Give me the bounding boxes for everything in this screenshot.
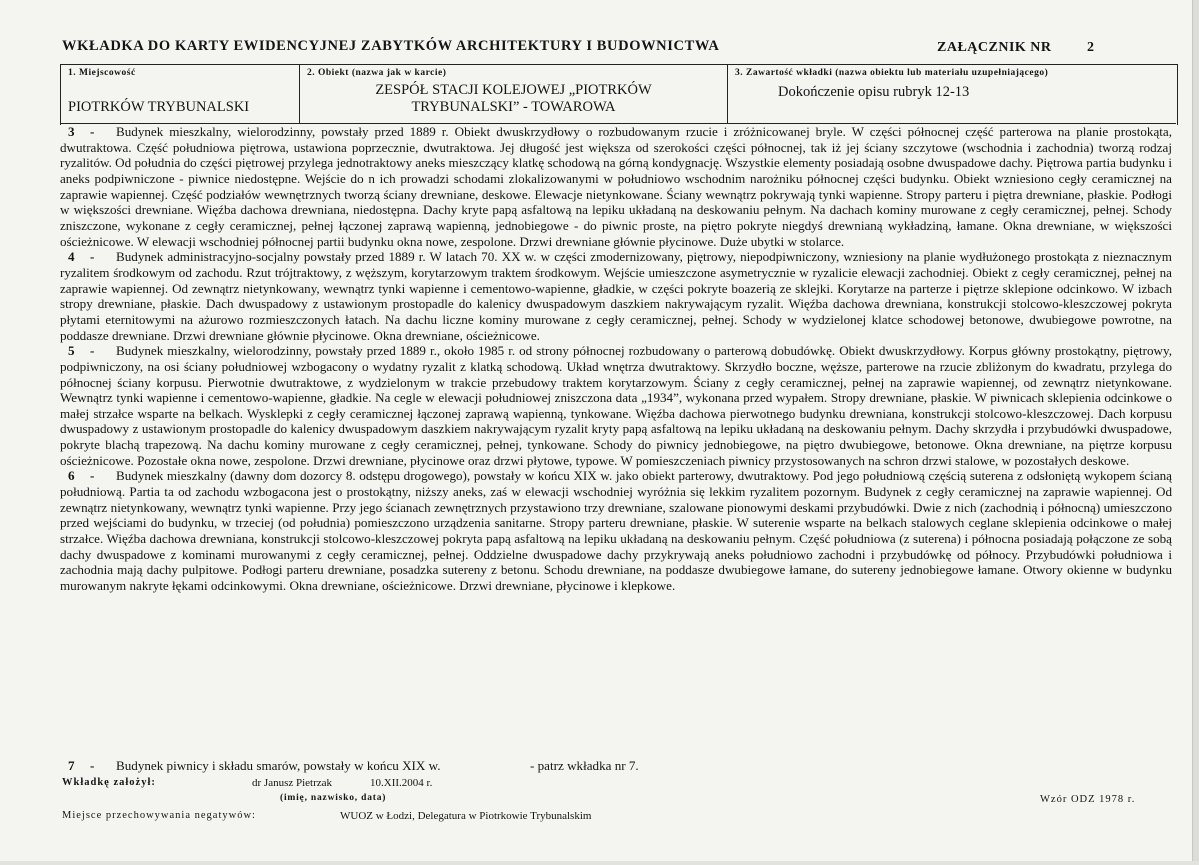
entry-dash: - <box>90 249 95 265</box>
entry-number: 4 <box>68 249 75 265</box>
object-value-line2: TRYBUNALSKI” - TOWAROWA <box>411 99 616 115</box>
negatives-location-value: WUOZ w Łodzi, Delegatura w Piotrkowie Trybunalskim <box>340 810 592 822</box>
locality-label: 1. Miejscowość <box>68 68 136 78</box>
entry-number: 6 <box>68 468 75 484</box>
entry-text: Budynek mieszkalny, wielorodzinny, powstały przed 1889 r., około 1985 r. od strony północnej rozbudowany o parterową dobudówkę. Obiekt dwuskrzydłowy. Korpus główny prostokątny, piętrowy, podpiwniczony, na osi ściany południowej wzbogacony o wydatny ryzalit z klatką schodową. Układ wnętrza dwutraktowy. Skrzydło boczne, węższe, parterowe na rzucie zbliżonym do kwadratu, przylega do północnej ściany korpusu. Pierwotnie dwutraktowe, z wydzielonym w trakcie przebudowy traktem korytarzowym. Ściany z cegły ceramicznej, pełnej na zaprawie wapiennej, od zewnątrz nietynkowane. Wewnątrz tynki wapienne i cementowo-wapienne, gładkie. Na cegle w elewacji południowej zniszczona data „1934”, wykonana przed wypałem. Stropy drewniane, płaskie. W piwnicach sklepienia odcinkowe o małej strzałce wsparte na belkach. Wysklepki z cegły ceramicznej łączonej zaprawą wapienną, tynkowane. Więźba dachowa pierwotnego budynku drewniana, konstrukcji stolcowo-kleszczowej. Dach korpusu dwuspadowy z ustawionym prostopadle do kalenicy dwuspadowym daszkiem nakrywającym ryzalit kryty papą asfaltową na lepiku układaną na deskowaniu pełnym. Dachy skrzydła i przybudówki dwuspadowe, pokryte blachą trapezową. Na dachu kominy murowane z cegły ceramicznej, pełnej, tynkowane. Schody do piwnicy jednobiegowe, na piętro dwubiegowe, betonowe. Okna drewniane, na piętrze korpusu ościeżnicowe. Pozostałe okna nowe, zespolone. Drzwi drewniane, płycinowe oraz drzwi płytowe, typowe. W pomieszczeniach piwnicy przystosowanych na schron drzwi stalowe, w pozostałych deskowe. <box>60 343 1172 468</box>
object-value-line1: ZESPÓŁ STACJI KOLEJOWEJ „PIOTRKÓW <box>375 82 652 98</box>
object-field <box>300 65 728 123</box>
negatives-location-label: Miejsce przechowywania negatywów: <box>62 810 256 821</box>
form-model: Wzór ODZ 1978 r. <box>1040 794 1136 805</box>
compiled-date: 10.XII.2004 r. <box>370 777 433 789</box>
entry-4 <box>60 249 1172 343</box>
entry-dash: - <box>90 343 95 359</box>
entry-text: Budynek mieszkalny (dawny dom dozorcy 8. odstępu drogowego), powstały w końcu XIX w. jako obiekt parterowy, dwutraktowy. Pod jego południową częścią suterena z odsłoniętą wykopem ścianą południową. Partia ta od zachodu wzbogacona jest o prostokątny, niższy aneks, zaś w elewacji wschodniej wyróżnia się lekkim ryzalitem pozornym. Budynek z cegły ceramicznej na zaprawie wapiennej. Od zewnątrz nietynkowany, wewnątrz tynki wapienne. Przy jego ścianach zewnętrznych przystawiono trzy drewniane, szalowane pionowymi deskami przybudówki. Dwie z nich (zachodnią i północną) umieszczono przed wejściami do budynku, w trzeciej (od południa) pomieszczono urządzenia sanitarne. Stropy parteru drewniane, płaskie. W suterenie wsparte na belkach stalowych ceglane sklepienia odcinkowe o małej strzałce. Więźba dachowa drewniana, konstrukcji stolcowo-kleszczowej pokryta papą asfaltową na lepiku układaną na deskowaniu pełnym. Część południowa (z suterena) i północna posiadają połączone ze sobą dachy dwuspadowe z kominami murowanymi z cegły ceramicznej, pełnej. Oddzielne dwuspadowe dachy przykrywają aneks południowo zachodni i przybudówkę od północy. Przybudówki południowa i zachodnia mają dachy pulpitowe. Podłogi parteru drewniane, posadzka sutereny z betonu. Schodu drewniane, na poddasze dwubiegowe łamane, do sutereny jednobiegowe łamane. Otwory okienne w budynku murowanym nakryte łękami odcinkowymi. Okna drewniane, ościeżnicowe. Drzwi drewniane, płycinowe i klepkowe. <box>60 468 1172 594</box>
compiled-by-person: dr Janusz Pietrzak <box>252 777 333 789</box>
entry-dash: - <box>90 468 95 484</box>
header-fields <box>60 64 1178 125</box>
entry-3 <box>60 124 1172 249</box>
scan-edge-bottom <box>0 861 1199 865</box>
object-label: 2. Obiekt (nazwa jak w karcie) <box>307 68 447 78</box>
compiled-by-label: Wkładkę założył: <box>62 777 156 788</box>
entry-text: Budynek administracyjno-socjalny powstały przed 1889 r. W latach 70. XX w. w części zmodernizowany, piętrowy, niepodpiwniczony, wzniesiony na planie wydłużonego prostokąta z nieznacznym ryzalitem środkowym od zachodu. Rzut trójtraktowy, z węższym, korytarzowym traktem środkowym. Wejście umieszczone asymetrycznie w ryzalicie elewacji zachodniej. Obiekt z cegły ceramicznej, pełnej na zaprawie wapiennej. Od zewnątrz nietynkowany, wewnątrz tynki wapienne i cementowo-wapienne, gładkie, w części pokryte boazerią ze sklejki. Korytarze na parterze i piętrze sklepione odcinkowo. W izbach stropy drewniane, płaskie. Dach dwuspadowy z ustawionym prostopadle do kalenicy dwuspadowym daszkiem nakrywającym ryzalit. Więźba dachowa drewniana, konstrukcji stolcowo-kleszczowej pokryta płytami eternitowymi na ażurowo rozmieszczonych łatach. Na dachu liczne kominy murowane z cegły ceramicznej, pełnej. Schody w wydzielonej klatce schodowej betonowe, dwubiegowe powrotne, na poddasze drewniane. Drzwi drewniane głównie płycinowe. Okna drewniane, ościeżnicowe. <box>60 249 1172 343</box>
entry-6 <box>60 468 1172 593</box>
annex-label: ZAŁĄCZNIK NR <box>937 40 1052 55</box>
locality-value: PIOTRKÓW TRYBUNALSKI <box>68 99 250 115</box>
entry-number: 7 <box>68 758 75 773</box>
entry-text: Budynek piwnicy i składu smarów, powstały w końcu XIX w. <box>116 758 441 773</box>
description-body <box>60 124 1172 772</box>
entry-5 <box>60 343 1172 468</box>
entry-number: 5 <box>68 343 75 359</box>
contents-field <box>728 65 1176 123</box>
annex-number: 2 <box>1087 40 1094 55</box>
contents-value: Dokończenie opisu rubryk 12-13 <box>778 84 970 100</box>
scan-edge-right <box>1192 0 1199 865</box>
contents-label: 3. Zawartość wkładki (nazwa obiektu lub materiału uzupełniającego) <box>735 68 1049 78</box>
locality-field <box>61 65 300 123</box>
object-value <box>300 82 727 116</box>
form-title: WKŁADKA DO KARTY EWIDENCYJNEJ ZABYTKÓW ARCHITEKTURY I BUDOWNICTWA <box>62 38 720 54</box>
entry-reference: - patrz wkładka nr 7. <box>530 758 639 773</box>
entry-dash: - <box>90 758 95 773</box>
entry-number: 3 <box>68 124 75 139</box>
entry-text: Budynek mieszkalny, wielorodzinny, powstały przed 1889 r. Obiekt dwuskrzydłowy o rozbudowanym rzucie i zróżnicowanej bryle. W części północnej część parterowa na planie prostokąta, dwutraktowa. Część południowa piętrowa, ustawiona poprzecznie, dwutraktowa. Jej długość jest większa od szerokości części północnej, tak iż jej ściany szczytowe (wschodnia i zachodnia) tworzą rodzaj ryzalitów. Od południa do części piętrowej przylega jednotraktowy aneks mieszczący klatkę schodową na górną kondygnację. Wszystkie elementy posiadają osobne dwuspadowe dachy. Piętrowa partia budynku i aneks podpiwniczone - piwnice niedostępne. Wejście do n ich prowadzi schodami zlokalizowanymi w południowo wschodnim narożniku północnej części budynku. Obiekt wzniesiono cegły ceramicznej na zaprawie wapiennej. Część podziałów wewnętrznych tworzą ściany drewniane, deskowe. Elewacje nietynkowane. Ściany wewnątrz pokrywają tynki wapienne. Stropy parteru i piętra drewniane, płaskie. Podłogi w większości drewniane. Więźba dachowa drewniana, niedostępna. Dachy kryte papą asfaltową na lepiku układaną na deskowaniu pełnym. Na dachach kominy murowane z cegły ceramicznej, pełnej. Schody zniszczone, wykonane z cegły ceramicznej, pełnej łączonej zaprawą wapienną, jednobiegowe - do piwnic proste, na piętro pokryte niegdyś drewnianą wykładziną, łamane. Okna drewniane, w większości ościeżnicowe. W elewacji wschodniej północnej partii budynku okna nowe, zespolone. Drzwi drewniane głównie płycinowe. Duże ubytki w stolarce. <box>60 124 1172 249</box>
compiled-hint: (imię, nazwisko, data) <box>280 793 387 803</box>
entry-dash: - <box>90 124 95 139</box>
